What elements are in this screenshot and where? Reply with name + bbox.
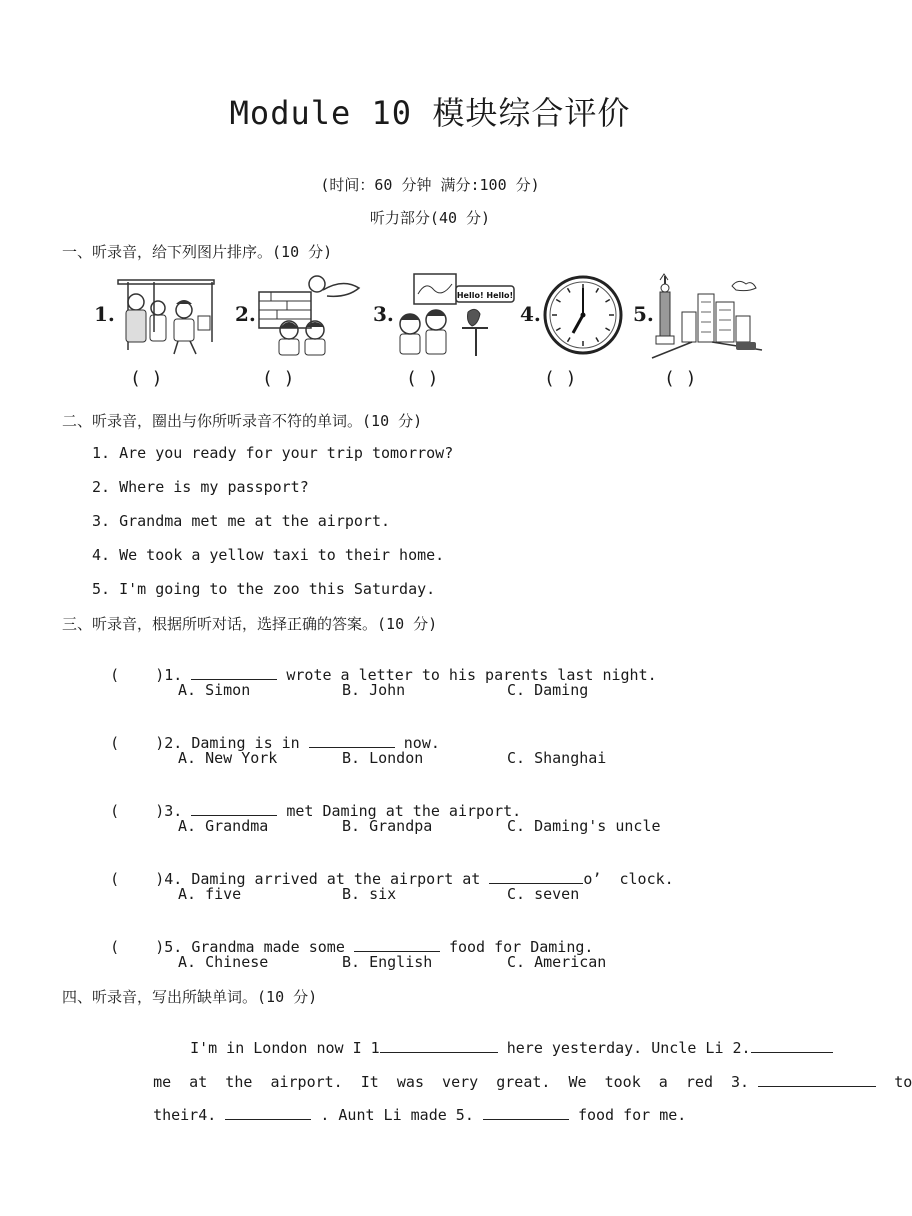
answer-paren-1[interactable]: ( ) [130,368,163,389]
answer-blank[interactable] [489,869,583,884]
option-b[interactable]: B. Grandpa [342,817,433,835]
city-statue-of-liberty-icon [652,272,762,362]
passage-text: here yesterday. Uncle Li 2. [506,1039,751,1057]
question-3 [92,783,521,820]
option-b[interactable]: B. six [342,885,397,903]
answer-paren[interactable]: ( ) [110,802,165,820]
option-a[interactable]: A. New York [178,749,278,767]
option-c[interactable]: C. Daming [507,681,589,699]
children-at-zoo-icon [257,272,362,362]
question-number: 3. [164,802,183,820]
people-at-door-icon [116,272,216,362]
question-number: 1. [164,666,183,684]
passage-text: their4. [153,1106,217,1124]
answer-blank[interactable] [309,733,395,748]
list-item: 1. Are you ready for your trip tomorrow? [92,444,454,462]
picture-row [90,272,770,389]
option-a[interactable]: A. Chinese [178,953,269,971]
passage-line-2 [135,1054,912,1091]
section3-heading: 三、听录音，根据所听对话，选择正确的答案。(10 分) [62,615,438,633]
question-4 [92,851,674,888]
picture-number: 1. [94,302,115,326]
list-item: 4. We took a yellow taxi to their home. [92,546,445,564]
question-text: o’ clock. [583,870,674,888]
question-text: met Daming at the airport. [286,802,522,820]
question-number: 4. [164,870,183,888]
picture-number: 5. [633,302,654,326]
section1-heading: 一、听录音，给下列图片排序。(10 分) [62,243,333,261]
passage-text: me at the airport. It was very great. We took a red 3. [153,1073,750,1091]
option-b[interactable]: B. London [342,749,424,767]
children-parrot-icon [392,272,522,362]
answer-paren[interactable]: ( ) [110,666,165,684]
answer-blank[interactable] [758,1072,876,1087]
passage-line-3 [135,1087,686,1124]
question-5 [92,919,593,956]
time-score-info: (时间：60 分钟 满分:100 分) [320,176,540,194]
answer-paren[interactable]: ( ) [110,870,165,888]
section2-heading: 二、听录音，圈出与你所听录音不符的单词。(10 分) [62,412,423,430]
passage-text: to [894,1073,912,1091]
parrot-speech-text: Hello! Hello! [456,291,514,300]
list-item: 5. I'm going to the zoo this Saturday. [92,580,436,598]
picture-number: 4. [520,302,541,326]
list-item: 3. Grandma met me at the airport. [92,512,391,530]
passage-text: I'm in London now I 1 [190,1039,380,1057]
picture-number: 2. [235,302,256,326]
option-c[interactable]: C. seven [507,885,580,903]
question-text: Grandma made some [191,938,345,956]
question-1 [92,647,657,684]
answer-paren[interactable]: ( ) [110,734,165,752]
clock-seven-icon [542,272,624,358]
answer-blank[interactable] [354,937,440,952]
option-a[interactable]: A. Grandma [178,817,269,835]
passage-text: . Aunt Li made 5. [320,1106,474,1124]
option-a[interactable]: A. Simon [178,681,251,699]
answer-blank[interactable] [191,665,277,680]
question-2 [92,715,440,752]
answer-paren-4[interactable]: ( ) [544,368,577,389]
question-text: wrote a letter to his parents last night. [286,666,657,684]
answer-paren-2[interactable]: ( ) [262,368,295,389]
answer-blank[interactable] [191,801,277,816]
answer-blank[interactable] [483,1105,569,1120]
question-text: Daming is in [191,734,300,752]
passage-text: food for me. [577,1106,687,1124]
option-c[interactable]: C. Daming's uncle [507,817,661,835]
question-text: now. [403,734,440,752]
section4-heading: 四、听录音，写出所缺单词。(10 分) [62,988,318,1006]
option-a[interactable]: A. five [178,885,242,903]
question-number: 2. [164,734,183,752]
question-text: Daming arrived at the airport at [191,870,481,888]
answer-blank[interactable] [225,1105,311,1120]
answer-paren-5[interactable]: ( ) [664,368,697,389]
option-b[interactable]: B. English [342,953,433,971]
picture-number: 3. [373,302,394,326]
question-number: 5. [164,938,183,956]
page-title: Module 10 模块综合评价 [229,94,631,132]
answer-blank[interactable] [380,1038,498,1053]
passage-line-1 [172,1020,833,1057]
answer-paren[interactable]: ( ) [110,938,165,956]
option-c[interactable]: C. American [507,953,607,971]
question-text: food for Daming. [448,938,594,956]
list-item: 2. Where is my passport? [92,478,309,496]
listening-part-label: 听力部分(40 分) [369,209,491,227]
answer-blank[interactable] [751,1038,833,1053]
option-b[interactable]: B. John [342,681,406,699]
option-c[interactable]: C. Shanghai [507,749,607,767]
answer-paren-3[interactable]: ( ) [406,368,439,389]
